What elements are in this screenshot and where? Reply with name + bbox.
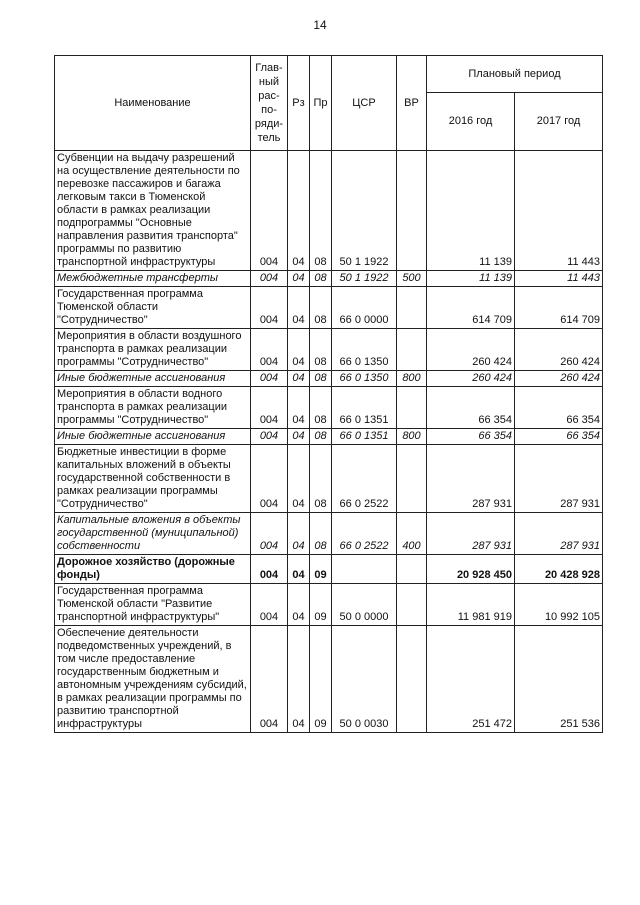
row-rz: 04: [288, 329, 310, 371]
row-2017: 614 709: [515, 287, 603, 329]
row-csr: 66 0 1350: [332, 329, 397, 371]
row-2016: 20 928 450: [427, 555, 515, 584]
row-pr: 08: [310, 371, 332, 387]
row-vr: 500: [397, 271, 427, 287]
table-row: [55, 445, 603, 513]
header-pr: Пр: [310, 56, 332, 151]
row-pr: 08: [310, 271, 332, 287]
row-vr: [397, 626, 427, 733]
table-row: [55, 555, 603, 584]
row-vr: [397, 445, 427, 513]
row-pr: 08: [310, 513, 332, 555]
table-header-row: [55, 56, 603, 93]
row-pr: 08: [310, 151, 332, 271]
row-admin: 004: [251, 329, 288, 371]
row-admin: 004: [251, 445, 288, 513]
row-vr: [397, 287, 427, 329]
row-vr: [397, 584, 427, 626]
row-2017: 260 424: [515, 371, 603, 387]
row-2016: 614 709: [427, 287, 515, 329]
row-2017: 260 424: [515, 329, 603, 371]
row-2016: 11 139: [427, 271, 515, 287]
row-name: Государственная программа Тюменской области "Развитие транспортной инфраструктуры": [55, 584, 251, 626]
table-row: [55, 371, 603, 387]
header-admin: Глав- ный рас- по- ряди- тель: [251, 56, 288, 151]
row-2017: 20 428 928: [515, 555, 603, 584]
table-row: [55, 626, 603, 733]
row-admin: 004: [251, 151, 288, 271]
header-name: Наименование: [55, 56, 251, 151]
header-year-2017: 2017 год: [515, 93, 603, 151]
row-2017: 10 992 105: [515, 584, 603, 626]
row-name: Мероприятия в области водного транспорта в рамках реализации программы "Сотрудничество": [55, 387, 251, 429]
table-row: [55, 287, 603, 329]
row-2016: 251 472: [427, 626, 515, 733]
row-pr: 08: [310, 387, 332, 429]
row-admin: 004: [251, 584, 288, 626]
row-name: Иные бюджетные ассигнования: [55, 371, 251, 387]
table-row: [55, 513, 603, 555]
row-rz: 04: [288, 287, 310, 329]
row-csr: 50 0 0030: [332, 626, 397, 733]
row-2017: 251 536: [515, 626, 603, 733]
row-admin: 004: [251, 387, 288, 429]
row-rz: 04: [288, 371, 310, 387]
row-csr: 66 0 1350: [332, 371, 397, 387]
row-admin: 004: [251, 271, 288, 287]
row-rz: 04: [288, 626, 310, 733]
row-2016: 66 354: [427, 387, 515, 429]
row-2017: 287 931: [515, 445, 603, 513]
row-rz: 04: [288, 387, 310, 429]
row-pr: 08: [310, 287, 332, 329]
budget-table: [54, 55, 603, 733]
row-rz: 04: [288, 445, 310, 513]
row-csr: 50 1 1922: [332, 151, 397, 271]
row-vr: 400: [397, 513, 427, 555]
row-admin: 004: [251, 371, 288, 387]
row-csr: 66 0 1351: [332, 387, 397, 429]
row-2017: 11 443: [515, 271, 603, 287]
row-vr: [397, 329, 427, 371]
row-admin: 004: [251, 513, 288, 555]
row-rz: 04: [288, 513, 310, 555]
row-pr: 08: [310, 445, 332, 513]
row-csr: 66 0 2522: [332, 513, 397, 555]
row-2016: 260 424: [427, 329, 515, 371]
row-name: Межбюджетные трансферты: [55, 271, 251, 287]
row-admin: 004: [251, 287, 288, 329]
row-name: Государственная программа Тюменской области "Сотрудничество": [55, 287, 251, 329]
row-name: Бюджетные инвестиции в форме капитальных вложений в объекты государственной собственности в рамках реализации программы "Сотрудничество": [55, 445, 251, 513]
row-vr: [397, 555, 427, 584]
table-row: [55, 387, 603, 429]
row-csr: 66 0 0000: [332, 287, 397, 329]
header-vr: ВР: [397, 56, 427, 151]
row-name: Субвенции на выдачу разрешений на осуществление деятельности по перевозке пассажиров и багажа легковым такси в Тюменской области в рамках реализации подпрограммы "Основные направления развития транспорта" программы по развитию транспортной инфраструктуры: [55, 151, 251, 271]
row-pr: 09: [310, 555, 332, 584]
header-rz: Рз: [288, 56, 310, 151]
row-admin: 004: [251, 626, 288, 733]
row-2016: 287 931: [427, 445, 515, 513]
row-name: Иные бюджетные ассигнования: [55, 429, 251, 445]
row-2017: 11 443: [515, 151, 603, 271]
header-csr: ЦСР: [332, 56, 397, 151]
row-name: Дорожное хозяйство (дорожные фонды): [55, 555, 251, 584]
row-2016: 11 981 919: [427, 584, 515, 626]
row-vr: 800: [397, 371, 427, 387]
row-rz: 04: [288, 584, 310, 626]
table-row: [55, 329, 603, 371]
table-row: [55, 151, 603, 271]
row-csr: 50 1 1922: [332, 271, 397, 287]
row-csr: [332, 555, 397, 584]
row-vr: 800: [397, 429, 427, 445]
row-csr: 66 0 1351: [332, 429, 397, 445]
row-csr: 66 0 2522: [332, 445, 397, 513]
row-admin: 004: [251, 429, 288, 445]
row-pr: 08: [310, 429, 332, 445]
table-row: [55, 429, 603, 445]
row-2017: 66 354: [515, 387, 603, 429]
page-number: 14: [313, 18, 327, 32]
row-2017: 287 931: [515, 513, 603, 555]
row-2016: 287 931: [427, 513, 515, 555]
row-csr: 50 0 0000: [332, 584, 397, 626]
row-rz: 04: [288, 555, 310, 584]
row-pr: 09: [310, 626, 332, 733]
row-admin: 004: [251, 555, 288, 584]
header-year-2016: 2016 год: [427, 93, 515, 151]
row-pr: 09: [310, 584, 332, 626]
table-row: [55, 271, 603, 287]
row-rz: 04: [288, 429, 310, 445]
row-name: Мероприятия в области воздушного транспорта в рамках реализации программы "Сотрудничество": [55, 329, 251, 371]
row-name: Капитальные вложения в объекты государственной (муниципальной) собственности: [55, 513, 251, 555]
header-planned-period: Плановый период: [427, 56, 603, 93]
table-row: [55, 584, 603, 626]
row-rz: 04: [288, 271, 310, 287]
table-body: [55, 151, 603, 733]
row-vr: [397, 387, 427, 429]
row-2016: 66 354: [427, 429, 515, 445]
row-2016: 260 424: [427, 371, 515, 387]
row-pr: 08: [310, 329, 332, 371]
row-vr: [397, 151, 427, 271]
row-2016: 11 139: [427, 151, 515, 271]
row-2017: 66 354: [515, 429, 603, 445]
row-name: Обеспечение деятельности подведомственных учреждений, в том числе предоставление государственным бюджетным и автономным учреждениям субсидий, в рамках реализации программы по развитию транспортной инфраструктуры: [55, 626, 251, 733]
row-rz: 04: [288, 151, 310, 271]
